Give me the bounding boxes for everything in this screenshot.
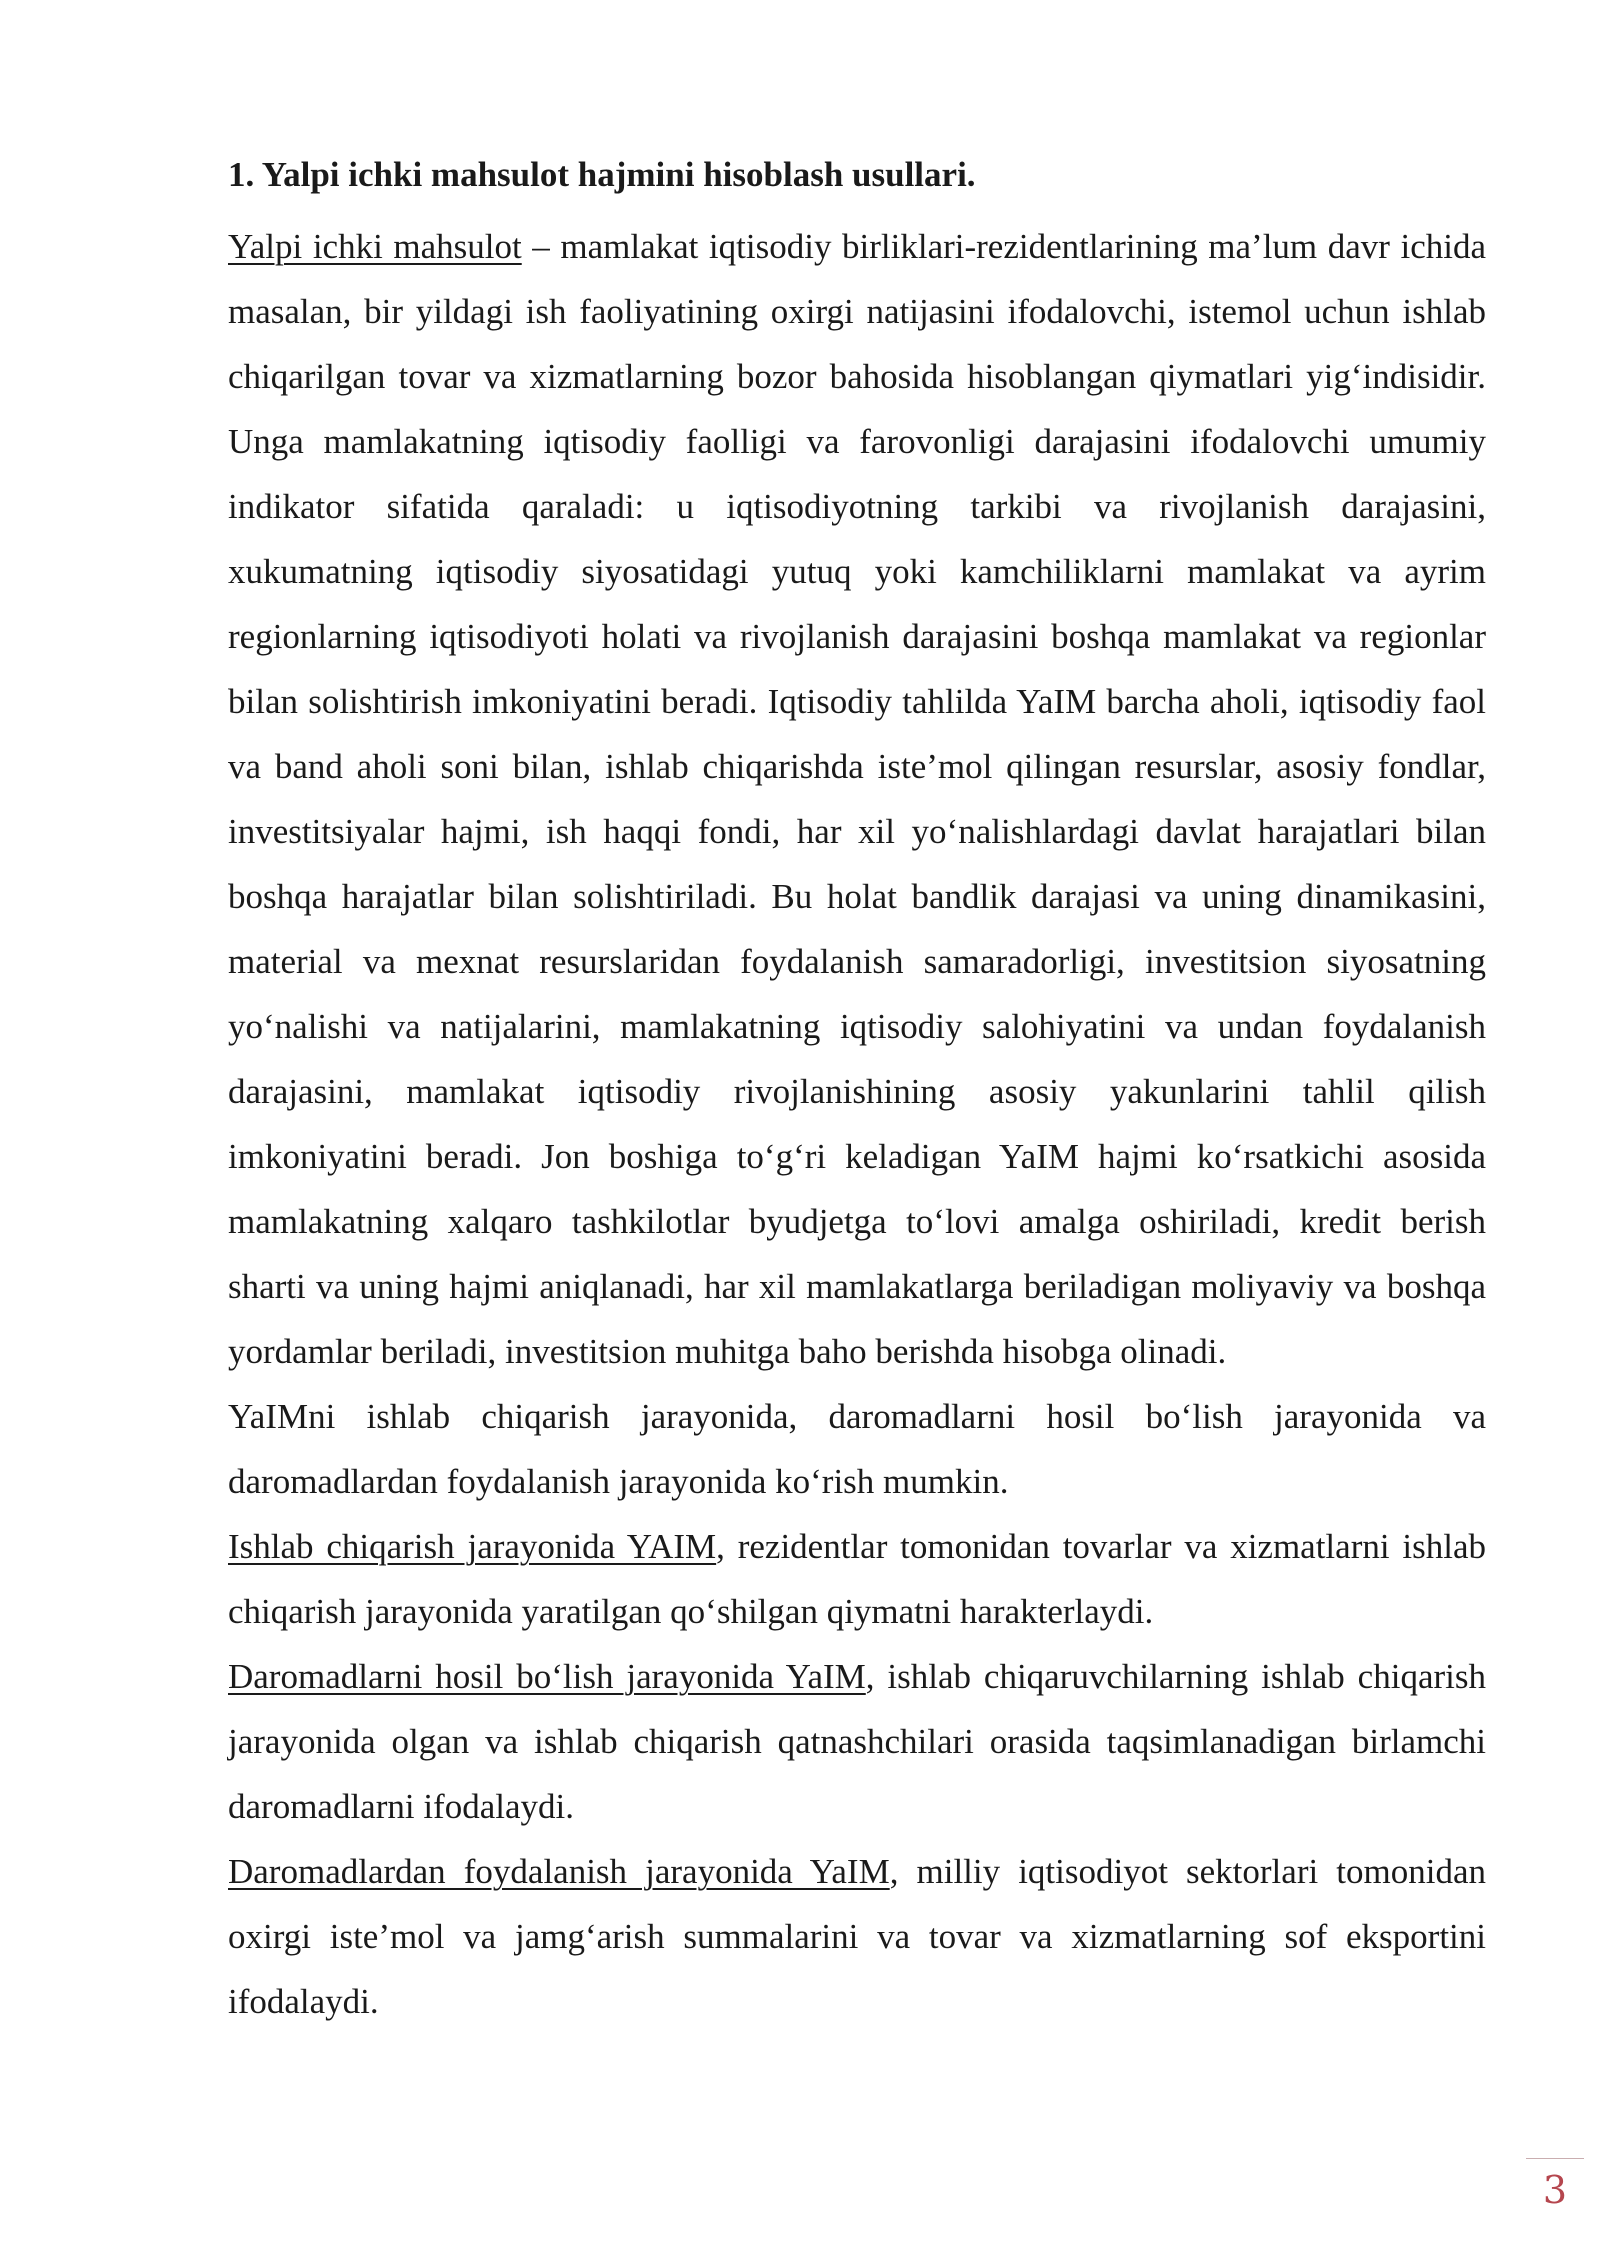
section-heading: 1. Yalpi ichki mahsulot hajmini hisoblash usullari. bbox=[228, 155, 976, 194]
term-daromadlardan-foydalanish: Daromadlardan foydalanish jarayonida YaIM bbox=[228, 1852, 890, 1891]
term-ishlab-chiqarish: Ishlab chiqarish jarayonida YAIM bbox=[228, 1527, 717, 1566]
paragraph-text: , rezidentlar tomonidan tovarlar va xizmatlarni ishlab chiqarish jarayonida yaratilgan qo‘shilgan qiymatni harakterlaydi. bbox=[228, 1527, 1486, 1631]
page-content bbox=[228, 150, 1486, 2034]
term-daromadlarni-hosil: Daromadlarni hosil bo‘lish jarayonida YaIM bbox=[228, 1657, 866, 1696]
paragraph-text: – mamlakat iqtisodiy birliklari-rezidentlarining ma’lum davr ichida masalan, bir yildagi ish faoliyatining oxirgi natijasini ifodalovchi, istemol uchun ishlab chiqarilgan tovar va xizmatlarning bozor bahosida hisoblangan qiymatlari yig‘indisidir. Unga mamlakatning iqtisodiy faolligi va farovonligi darajasini ifodalovchi umumiy indikator sifatida qaraladi: u iqtisodiyotning tarkibi va rivojlanish darajasini, xukumatning iqtisodiy siyosatidagi yutuq yoki kamchiliklarni mamlakat va ayrim regionlarning iqtisodiyoti holati va rivojlanish darajasini boshqa mamlakat va regionlar bilan solishtirish imkoniyatini beradi. Iqtisodiy tahlilda YaIM barcha aholi, iqtisodiy faol va band aholi soni bilan, ishlab chiqarishda iste’mol qilingan resurslar, asosiy fondlar, investitsiyalar hajmi, ish haqqi fondi, har xil yo‘nalishlardagi davlat harajatlari bilan boshqa harajatlar bilan solishtiriladi. Bu holat bandlik darajasi va uning dinamikasini, material va mexnat resurslaridan foydalanish samaradorligi, investitsion siyosatning yo‘nalishi va natijalarini, mamlakatning iqtisodiy salohiyatini va undan foydalanish darajasini, mamlakat iqtisodiy rivojlanishining asosiy yakunlarini tahlil qilish imkoniyatini beradi. Jon boshiga to‘g‘ri keladigan YaIM hajmi ko‘rsatkichi asosida mamlakatning xalqaro tashkilotlar byudjetga to‘lovi amalga oshiriladi, kredit berish sharti va uning hajmi aniqlanadi, har xil mamlakatlarga beriladigan moliyaviy va boshqa yordamlar beriladi, investitsion muhitga baho berishda hisobga olinadi. bbox=[228, 227, 1486, 1371]
paragraph-production bbox=[228, 1514, 1486, 1644]
paragraph-text: , milliy iqtisodiyot sektorlari tomonidan oxirgi iste’mol va jamg‘arish summalarini va tovar va xizmatlarning sof eksportini ifodalaydi. bbox=[228, 1852, 1486, 2021]
paragraph-expenditure bbox=[228, 1839, 1486, 2034]
paragraph-income bbox=[228, 1644, 1486, 1839]
page-number-divider bbox=[1526, 2158, 1584, 2159]
term-yalpi-ichki-mahsulot: Yalpi ichki mahsulot bbox=[228, 227, 522, 266]
paragraph-yaim-views bbox=[228, 1384, 1486, 1514]
paragraph-text: , ishlab chiqaruvchilarning ishlab chiqarish jarayonida olgan va ishlab chiqarish qatnashchilari orasida taqsimlanadigan birlamchi daromadlarni ifodalaydi. bbox=[228, 1657, 1486, 1826]
page-number: 3 bbox=[1542, 2168, 1568, 2212]
paragraph-definition bbox=[228, 214, 1486, 1384]
paragraph-text: YaIMni ishlab chiqarish jarayonida, daromadlarni hosil bo‘lish jarayonida va daromadlardan foydalanish jarayonida ko‘rish mumkin. bbox=[228, 1397, 1486, 1501]
